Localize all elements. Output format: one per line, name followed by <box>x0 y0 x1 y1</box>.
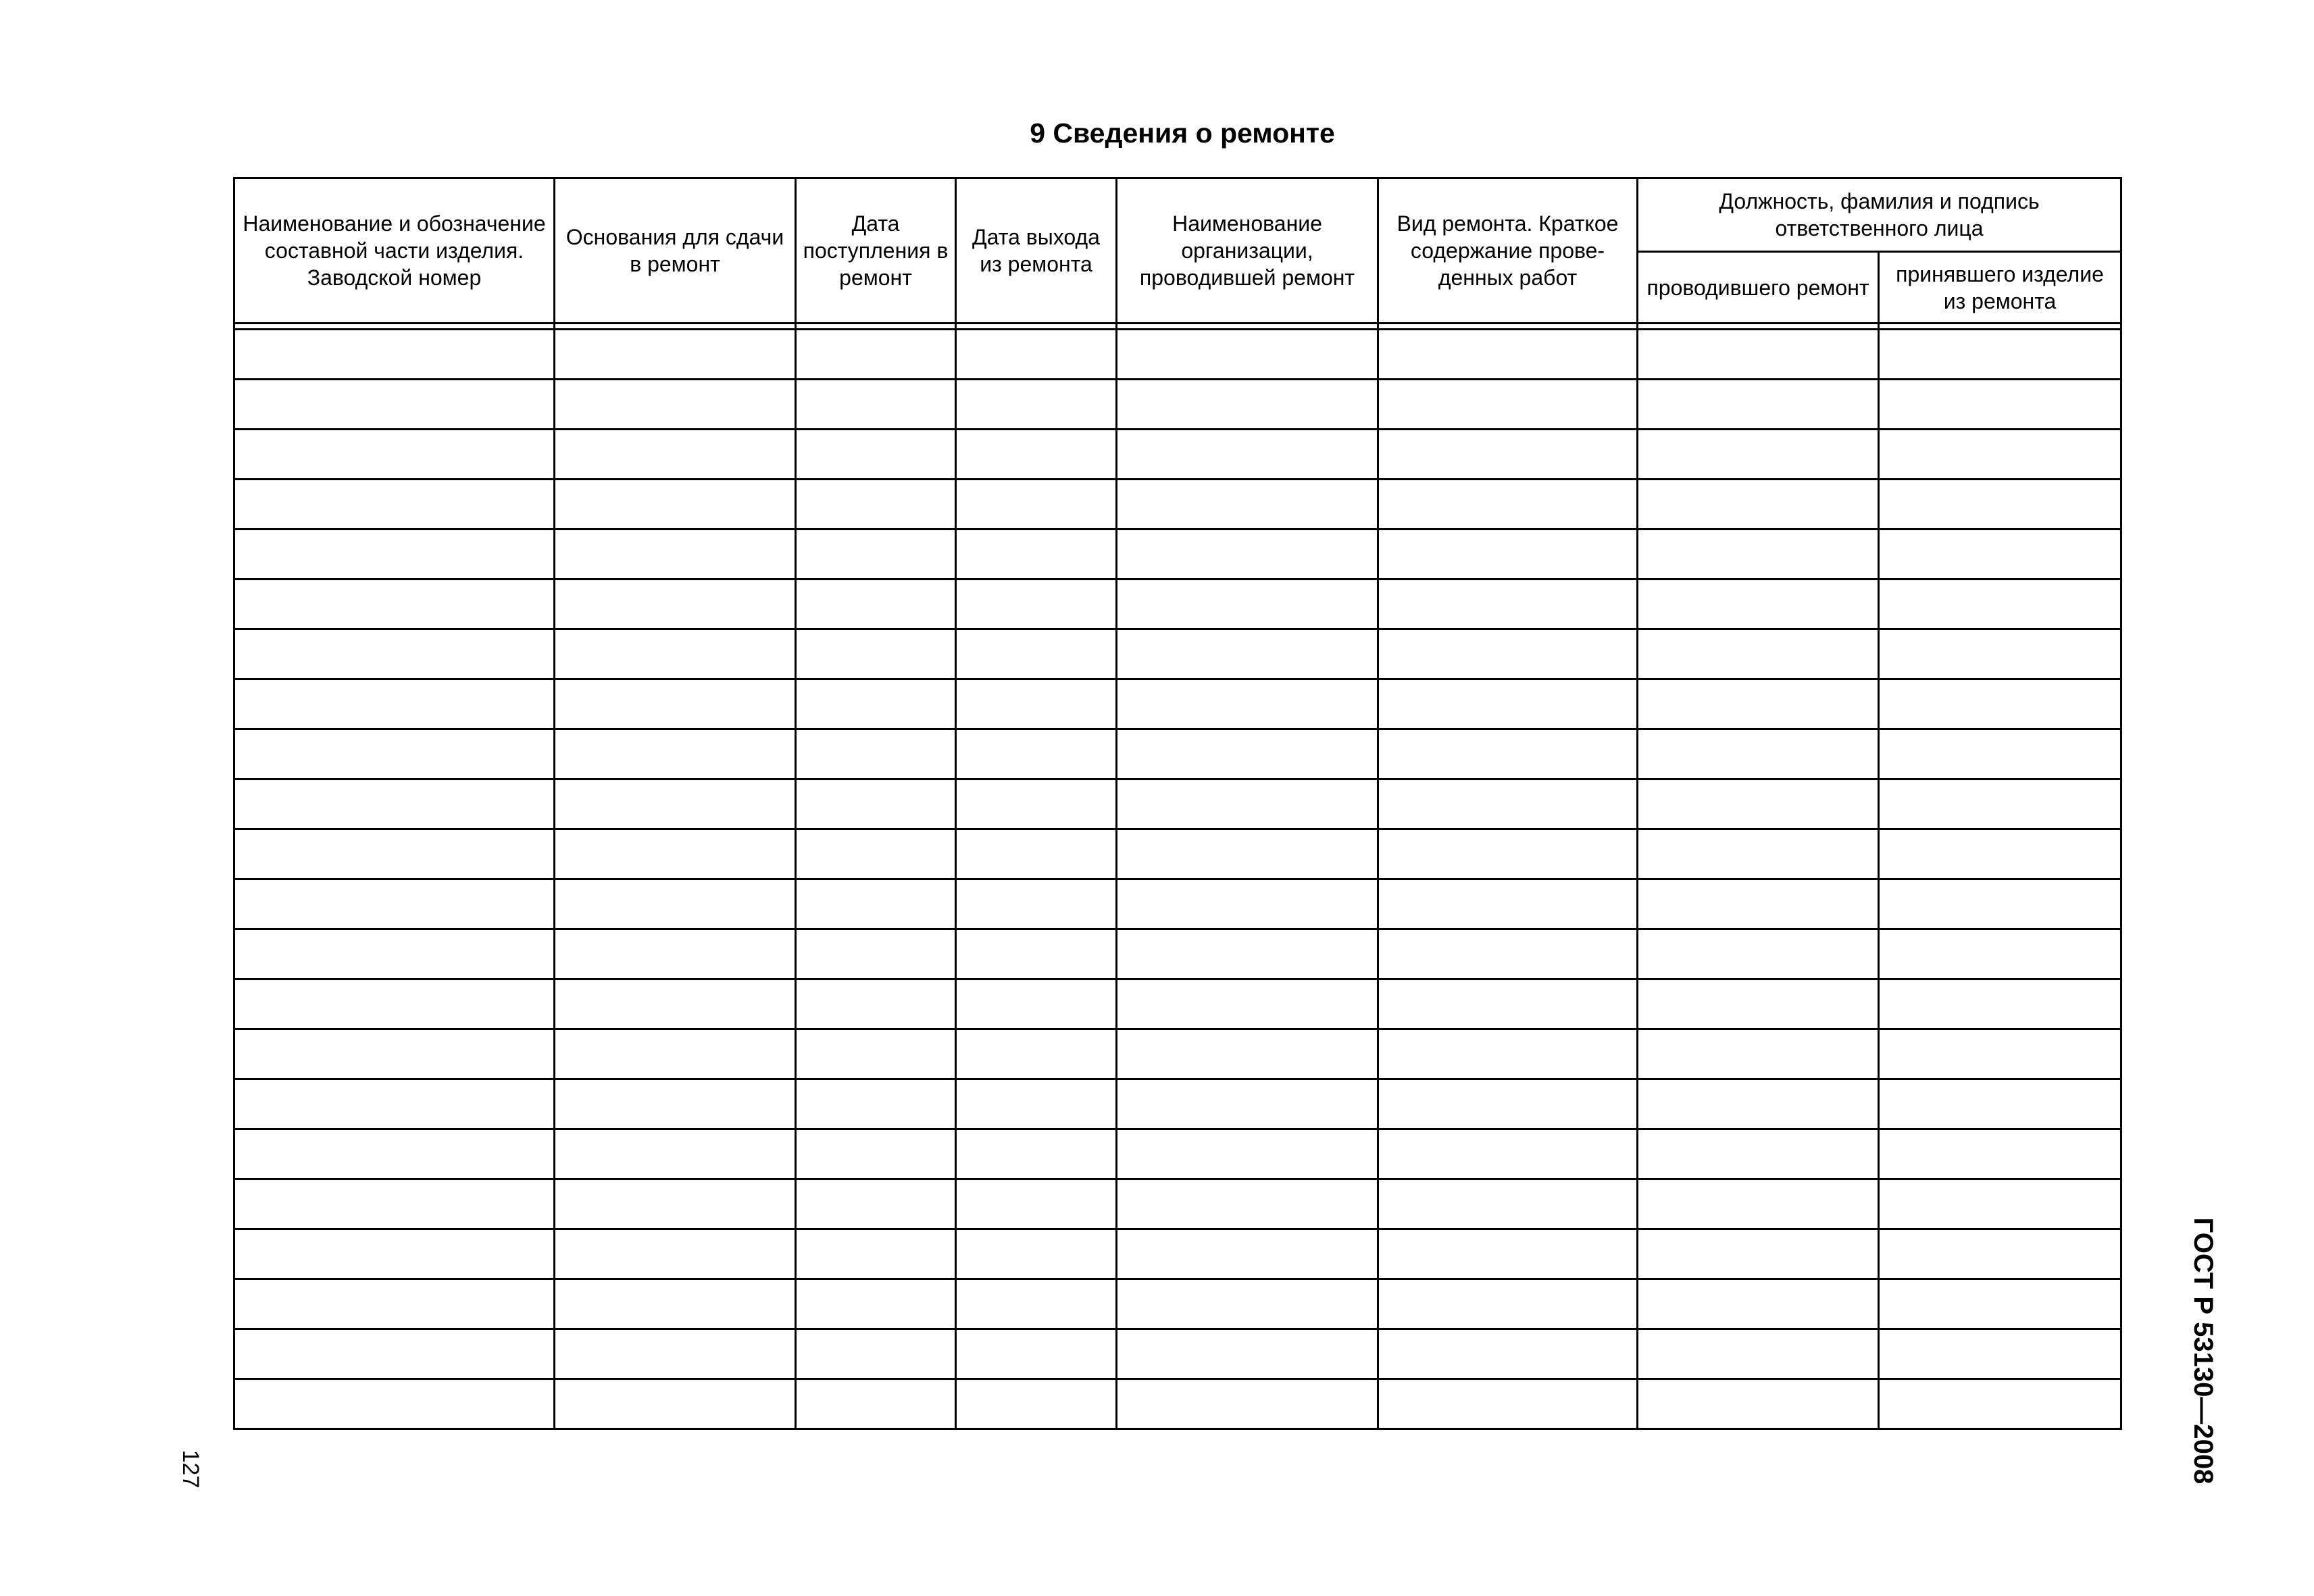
table-cell <box>234 679 555 729</box>
table-cell <box>1879 1379 2121 1429</box>
table-cell <box>234 380 555 430</box>
table-cell <box>1638 1279 1879 1329</box>
table-cell <box>956 380 1117 430</box>
table-cell <box>234 1279 555 1329</box>
table-cell <box>796 879 956 929</box>
table-cell <box>1638 929 1879 979</box>
table-cell <box>796 1379 956 1429</box>
table-cell <box>555 629 796 679</box>
table-cell <box>1378 779 1638 829</box>
table-cell <box>956 1379 1117 1429</box>
table-cell <box>1117 430 1378 480</box>
table-cell <box>1879 430 2121 480</box>
table-cell <box>234 530 555 580</box>
table-row <box>234 1279 2121 1329</box>
table-cell <box>796 1079 956 1129</box>
table-cell <box>1117 1229 1378 1279</box>
table-cell <box>1879 879 2121 929</box>
table-cell <box>555 330 796 380</box>
table-cell <box>1638 330 1879 380</box>
table-cell <box>956 530 1117 580</box>
table-row <box>234 1079 2121 1129</box>
table-row <box>234 1329 2121 1379</box>
table-cell <box>1879 480 2121 530</box>
table-row <box>234 879 2121 929</box>
table-row <box>234 1379 2121 1429</box>
table-cell <box>1638 729 1879 779</box>
table-cell <box>1638 629 1879 679</box>
table-cell <box>1378 430 1638 480</box>
header-accepted-item: принявшего изделие из ремонта <box>1879 252 2121 324</box>
table-row <box>234 729 2121 779</box>
table-cell <box>234 629 555 679</box>
table-cell <box>1638 530 1879 580</box>
table-cell <box>555 1329 796 1379</box>
table-cell <box>1378 829 1638 879</box>
table-cell <box>1879 1079 2121 1129</box>
table-cell <box>1638 1229 1879 1279</box>
table-cell <box>1378 580 1638 629</box>
table-cell <box>956 979 1117 1029</box>
table-row <box>234 1029 2121 1079</box>
table-cell <box>234 330 555 380</box>
table-cell <box>796 1129 956 1179</box>
table-cell <box>234 929 555 979</box>
table-cell <box>796 979 956 1029</box>
table-cell <box>1638 1029 1879 1079</box>
header-date-received: Дата поступления в ремонт <box>796 178 956 324</box>
table-cell <box>1879 530 2121 580</box>
table-cell <box>956 929 1117 979</box>
table-cell <box>796 1179 956 1229</box>
header-repair-type: Вид ремонта. Краткое содержание прове-денных работ <box>1378 178 1638 324</box>
page-title: 9 Сведения о ремонте <box>1030 118 1335 149</box>
table-cell <box>956 729 1117 779</box>
table-cell <box>1879 380 2121 430</box>
table-cell <box>234 580 555 629</box>
table-cell <box>1638 580 1879 629</box>
table-cell <box>1117 480 1378 530</box>
table-cell <box>1117 1079 1378 1129</box>
table-cell <box>1117 629 1378 679</box>
table-cell <box>1378 480 1638 530</box>
table-cell <box>1117 679 1378 729</box>
table-cell <box>1117 979 1378 1029</box>
table-cell <box>1638 430 1879 480</box>
table-cell <box>234 1179 555 1229</box>
table-cell <box>1879 1329 2121 1379</box>
table-cell <box>796 829 956 879</box>
table-cell <box>956 330 1117 380</box>
table-cell <box>234 979 555 1029</box>
table-cell <box>1879 929 2121 979</box>
table-row <box>234 829 2121 879</box>
header-row <box>234 178 2121 252</box>
page-number <box>177 1439 204 1499</box>
table-cell <box>796 380 956 430</box>
table-cell <box>234 1229 555 1279</box>
table-cell <box>234 1379 555 1429</box>
table-row <box>234 530 2121 580</box>
table-cell <box>796 1029 956 1079</box>
table-body <box>234 324 2121 1429</box>
table-cell <box>555 1129 796 1179</box>
table-cell <box>956 480 1117 530</box>
table-cell <box>956 430 1117 480</box>
table-cell <box>234 779 555 829</box>
table-row <box>234 679 2121 729</box>
table-cell <box>555 779 796 829</box>
table-row <box>234 480 2121 530</box>
table-cell <box>796 480 956 530</box>
table-row <box>234 629 2121 679</box>
table-cell <box>1117 779 1378 829</box>
table-cell <box>1638 1079 1879 1129</box>
table-cell <box>796 779 956 829</box>
table-row <box>234 430 2121 480</box>
table-cell <box>956 779 1117 829</box>
table-cell <box>1117 1029 1378 1079</box>
table-cell <box>1638 1379 1879 1429</box>
table-cell <box>796 1279 956 1329</box>
table-cell <box>1879 1129 2121 1179</box>
table-row <box>234 1179 2121 1229</box>
table-cell <box>1117 1129 1378 1179</box>
table-cell <box>234 1129 555 1179</box>
table-cell <box>555 1279 796 1329</box>
table-cell <box>1117 1179 1378 1229</box>
table-cell <box>956 1029 1117 1079</box>
table-row <box>234 979 2121 1029</box>
header-separator <box>234 324 2121 330</box>
document-code <box>2188 1209 2218 1493</box>
table-cell <box>555 979 796 1029</box>
table-cell <box>1638 1129 1879 1179</box>
document-code-text: ГОСТ Р 53130—2008 <box>2188 1217 2218 1485</box>
table-cell <box>1117 530 1378 580</box>
table-cell <box>555 1079 796 1129</box>
table-cell <box>796 580 956 629</box>
table-cell <box>1879 979 2121 1029</box>
table-cell <box>1378 330 1638 380</box>
header-repair-grounds: Основания для сдачи в ремонт <box>555 178 796 324</box>
table-cell <box>956 1279 1117 1329</box>
table-cell <box>1879 779 2121 829</box>
table-cell <box>1638 380 1879 430</box>
table-cell <box>796 530 956 580</box>
table-cell <box>555 929 796 979</box>
table-cell <box>234 879 555 929</box>
table-cell <box>1879 629 2121 679</box>
table-cell <box>1638 679 1879 729</box>
table-cell <box>1638 1179 1879 1229</box>
table-cell <box>956 1179 1117 1229</box>
table-cell <box>956 679 1117 729</box>
header-date-released: Дата выхода из ремонта <box>956 178 1117 324</box>
table-row <box>234 779 2121 829</box>
table-cell <box>956 879 1117 929</box>
table-row <box>234 330 2121 380</box>
table-cell <box>1638 1329 1879 1379</box>
table-cell <box>956 829 1117 879</box>
table-cell <box>1378 1129 1638 1179</box>
table-cell <box>555 879 796 929</box>
table-row <box>234 929 2121 979</box>
table-cell <box>234 430 555 480</box>
table-cell <box>1879 1279 2121 1329</box>
table-cell <box>796 679 956 729</box>
table-cell <box>1378 1229 1638 1279</box>
table-row <box>234 380 2121 430</box>
table-row <box>234 1229 2121 1279</box>
table-cell <box>1378 1029 1638 1079</box>
table-cell <box>555 380 796 430</box>
page-number-text: 127 <box>178 1449 203 1489</box>
table-cell <box>1638 879 1879 929</box>
table-cell <box>555 430 796 480</box>
table-cell <box>1117 580 1378 629</box>
table-cell <box>1117 1379 1378 1429</box>
table-cell <box>555 1179 796 1229</box>
table-cell <box>956 1329 1117 1379</box>
table-cell <box>1638 829 1879 879</box>
table-cell <box>555 1229 796 1279</box>
table-cell <box>1117 879 1378 929</box>
table-cell <box>1378 1179 1638 1229</box>
table-cell <box>555 1029 796 1079</box>
table-cell <box>1117 1279 1378 1329</box>
header-part-name: Наименование и обозначение составной части изделия. Заводской номер <box>234 178 555 324</box>
table-cell <box>956 629 1117 679</box>
repair-records-table <box>233 177 2122 1430</box>
table-cell <box>1879 679 2121 729</box>
table-cell <box>555 729 796 779</box>
table-cell <box>1378 729 1638 779</box>
table-cell <box>956 580 1117 629</box>
table-cell <box>1638 779 1879 829</box>
table-cell <box>1879 729 2121 779</box>
table-cell <box>1638 480 1879 530</box>
table-cell <box>1378 879 1638 929</box>
table-row <box>234 580 2121 629</box>
table-cell <box>796 1329 956 1379</box>
table-cell <box>956 1229 1117 1279</box>
table-cell <box>1378 380 1638 430</box>
table-cell <box>1879 580 2121 629</box>
table-cell <box>796 430 956 480</box>
table-cell <box>1378 1279 1638 1329</box>
table-cell <box>1378 1329 1638 1379</box>
table-cell <box>1117 729 1378 779</box>
table-cell <box>1378 979 1638 1029</box>
header-repair-organization: Наименование организации, проводившей ремонт <box>1117 178 1378 324</box>
table-cell <box>555 530 796 580</box>
table-row <box>234 1129 2121 1179</box>
table-cell <box>1378 1379 1638 1429</box>
table-cell <box>555 679 796 729</box>
table-cell <box>555 580 796 629</box>
header-performed-repair: проводившего ремонт <box>1638 252 1879 324</box>
table-cell <box>1378 1079 1638 1129</box>
table-cell <box>1879 829 2121 879</box>
table-cell <box>1879 1179 2121 1229</box>
table-cell <box>1378 629 1638 679</box>
table-cell <box>1117 1329 1378 1379</box>
table-cell <box>796 330 956 380</box>
table-cell <box>1879 330 2121 380</box>
table-cell <box>1117 380 1378 430</box>
table-cell <box>555 829 796 879</box>
table-cell <box>1378 679 1638 729</box>
table-cell <box>555 1379 796 1429</box>
table-cell <box>234 1029 555 1079</box>
table-cell <box>1117 829 1378 879</box>
header-responsible-person: Должность, фамилия и подпись ответственного лица <box>1638 178 2121 252</box>
table-cell <box>234 1079 555 1129</box>
table-cell <box>1879 1029 2121 1079</box>
table-cell <box>234 729 555 779</box>
table-cell <box>796 629 956 679</box>
table-cell <box>234 1329 555 1379</box>
table-cell <box>1378 530 1638 580</box>
table-cell <box>234 829 555 879</box>
table-cell <box>1117 929 1378 979</box>
table-cell <box>956 1079 1117 1129</box>
table-cell <box>1879 1229 2121 1279</box>
table-cell <box>1117 330 1378 380</box>
table-cell <box>956 1129 1117 1179</box>
table-cell <box>234 480 555 530</box>
table-cell <box>796 929 956 979</box>
table-cell <box>1638 979 1879 1029</box>
table-cell <box>796 729 956 779</box>
table-cell <box>1378 929 1638 979</box>
table-cell <box>555 480 796 530</box>
table-cell <box>796 1229 956 1279</box>
